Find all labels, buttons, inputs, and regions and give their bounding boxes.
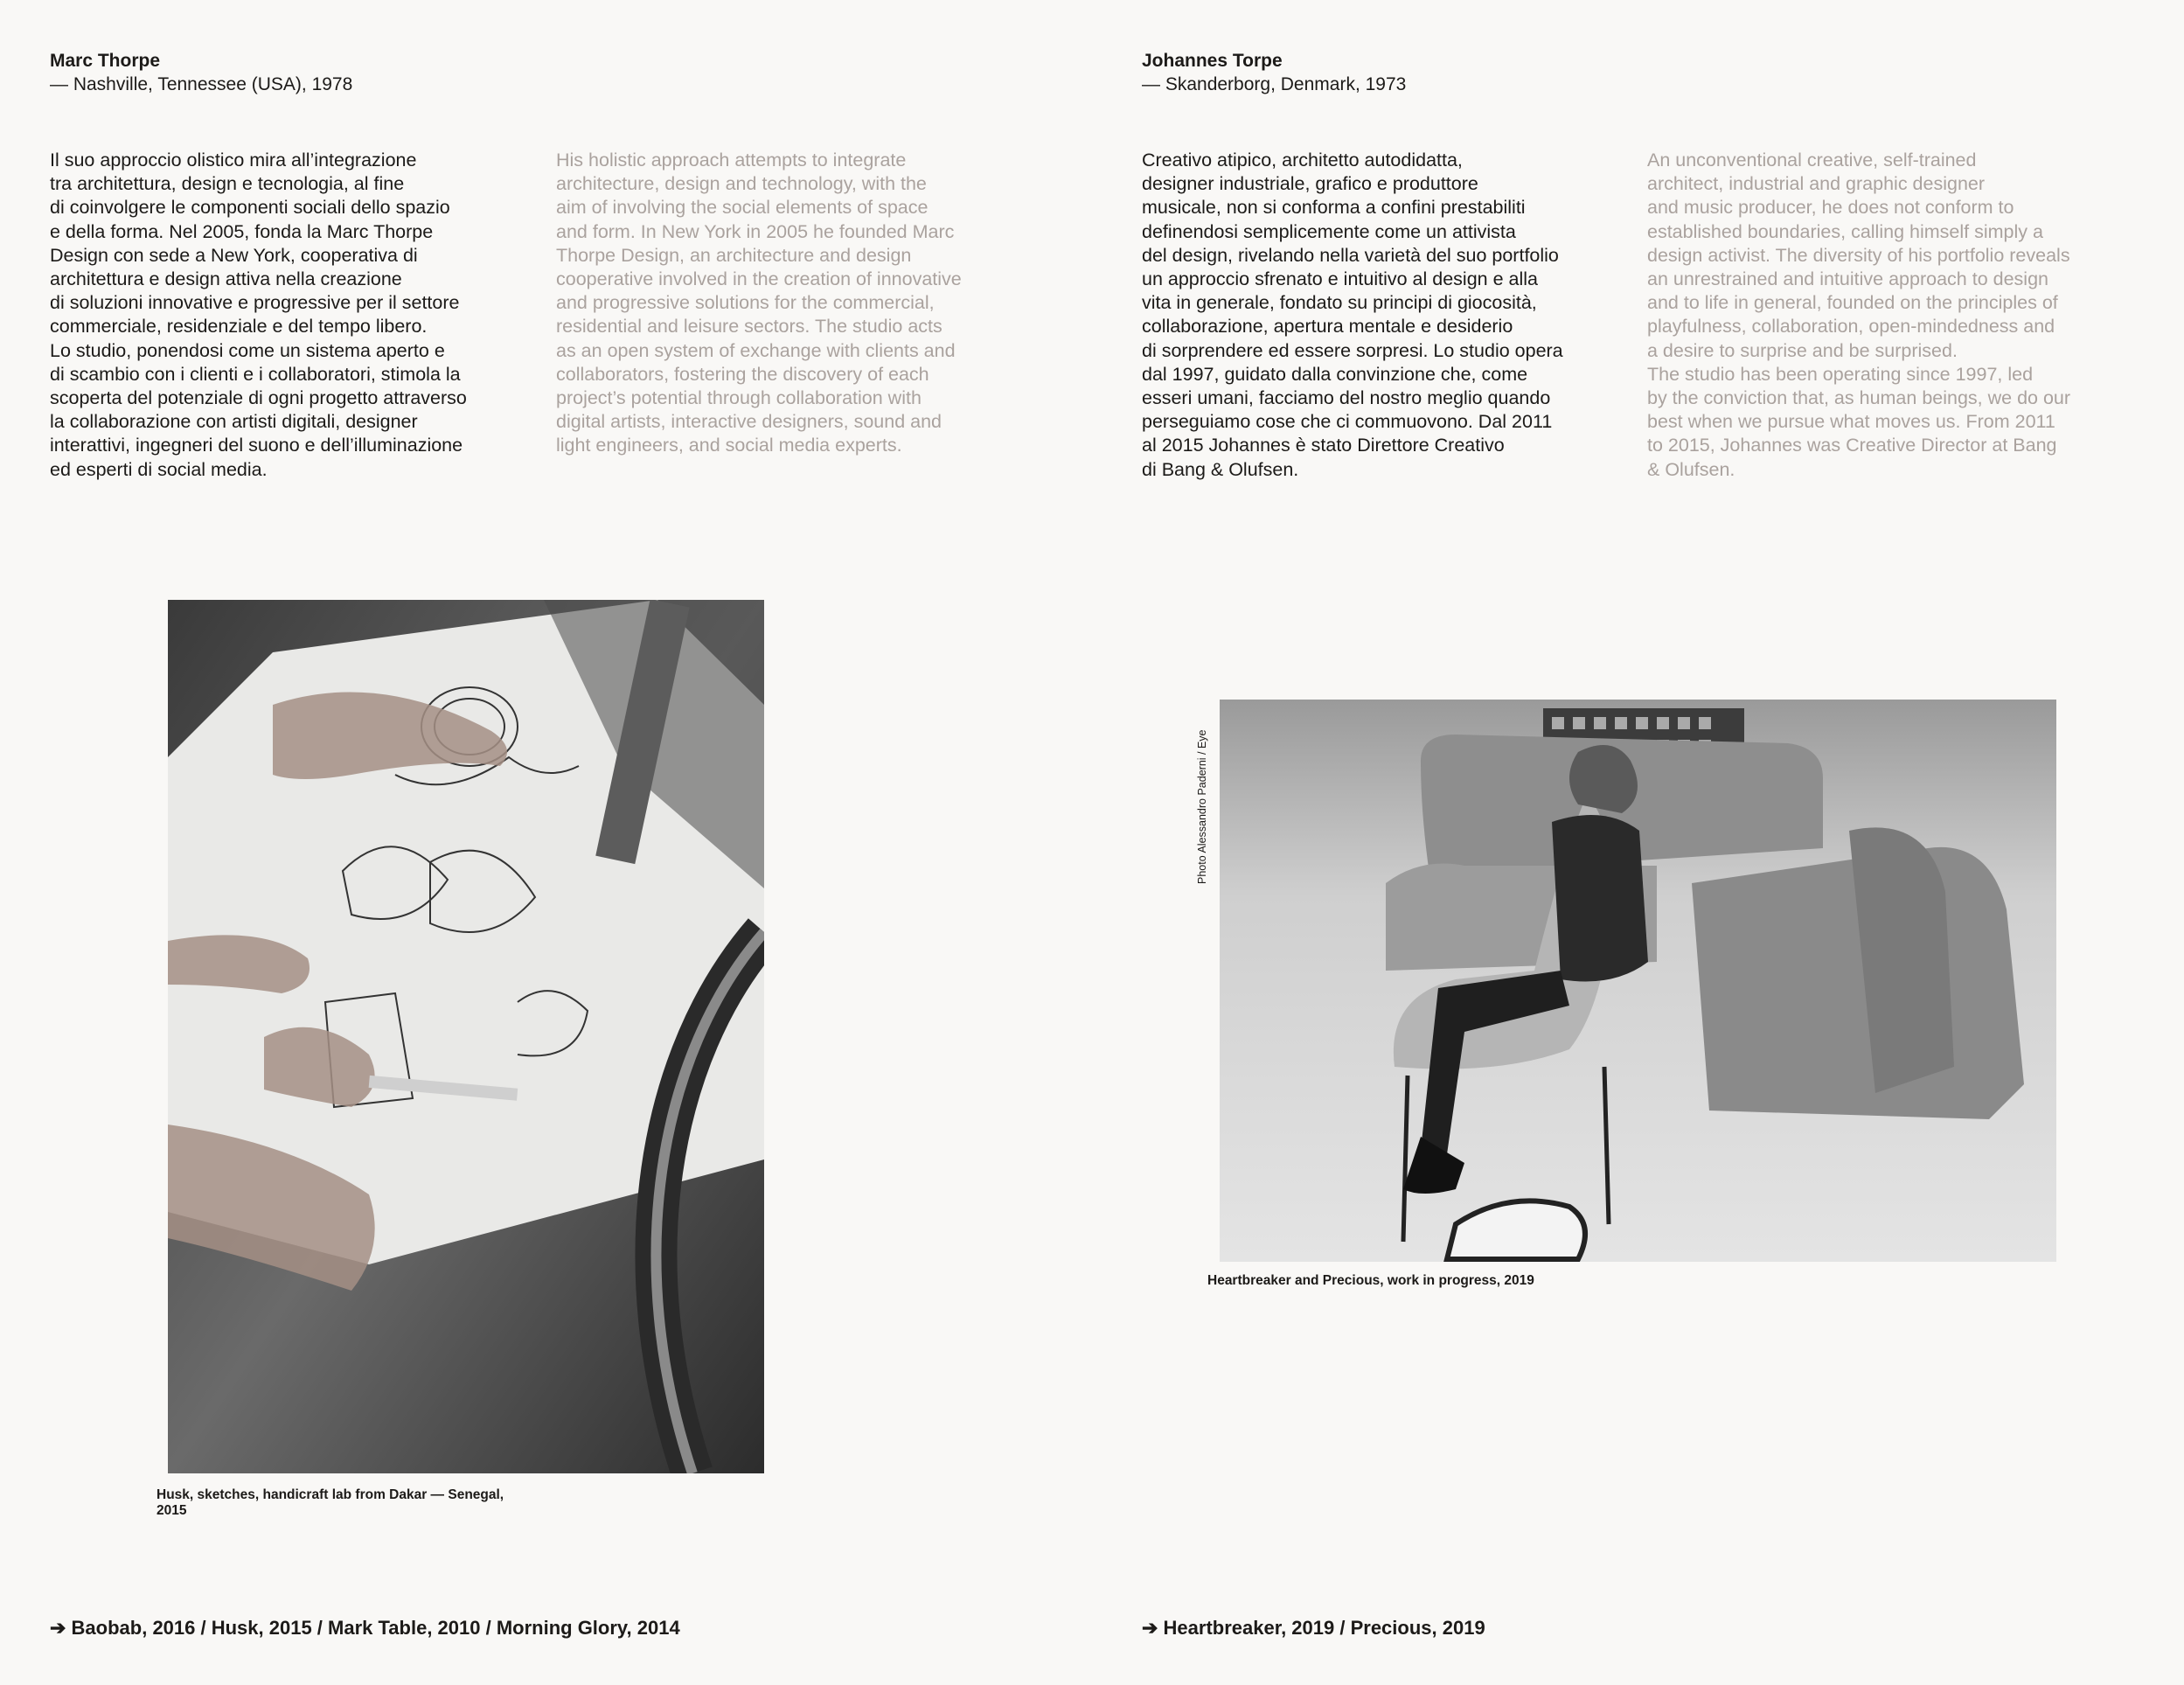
sketches-photo xyxy=(168,600,764,1473)
photo-caption-left: Husk, sketches, handicraft lab from Dakar — Senegal, 2015 xyxy=(156,1487,504,1518)
designer-name-right: Johannes Torpe xyxy=(1142,51,1283,71)
designer-origin-right: — Skanderborg, Denmark, 1973 xyxy=(1142,74,1407,94)
bio-english-left: His holistic approach attempts to integrate architecture, design and technology, with the aim of involving the social elements of space and form. In New York in 2005 he founded Marc Thorpe Design, an architecture and design cooperative involved in the creation of innovative and progressive solutions for the commercial, residential and leisure sectors. The studio acts as an open system of exchange with clients and collaborators, fostering the discovery of each project’s potential through collaboration with digital artists, interactive designers, sound and light engineers, and social media experts. xyxy=(556,150,962,456)
works-list-right: ➔ Heartbreaker, 2019 / Precious, 2019 xyxy=(1142,1617,1485,1639)
designer-name-left: Marc Thorpe xyxy=(50,51,161,71)
sketches-illustration xyxy=(168,600,764,1473)
designer-origin-left: — Nashville, Tennessee (USA), 1978 xyxy=(50,74,353,94)
photo-caption-right: Heartbreaker and Precious, work in progress, 2019 xyxy=(1207,1273,1534,1288)
bio-italian-right: Creativo atipico, architetto autodidatta, designer industriale, grafico e produttore musicale, non si conforma a confini prestabiliti definendosi semplicemente come un attivista del design, rivelando nella varietà del suo portfolio un approccio sfrenato e intuitivo al design e alla vita in generale, fondato su principi di giocosità, collaborazione, apertura mentale e desiderio di sorprendere ed essere sorpresi. Lo studio opera dal 1997, guidato dalla convinzione che, come esseri umani, facciamo del nostro meglio quando perseguiamo cose che ci commuovono. Dal 2011 al 2015 Johannes è stato Direttore Creativo di Bang & Olufsen. xyxy=(1142,150,1563,480)
studio-photo xyxy=(1220,700,2056,1262)
photo-credit: Photo Alessandro Paderni / Eye xyxy=(1196,729,1208,884)
bio-english-right: An unconventional creative, self-trained architect, industrial and graphic designer and music producer, he does not conform to established boundaries, calling himself simply a design activist. The diversity of his portfolio reveals an unrestrained and intuitive approach to design and to life in general, founded on the principles of playfulness, collaboration, open-mindedness and a desire to surprise and be surprised. The studio has been operating since 1997, led by the conviction that, as human beings, we do our best when we pursue what moves us. From 2011 to 2015, Johannes was Creative Director at Bang & Olufsen. xyxy=(1647,150,2071,480)
bio-italian-left: Il suo approccio olistico mira all’integrazione tra architettura, design e tecnologia, al fine di coinvolgere le componenti sociali dello spazio e della forma. Nel 2005, fonda la Marc Thorpe Design con sede a New York, cooperativa di architettura e design attiva nella creazione di soluzioni innovative e progressive per il settore commerciale, residenziale e del tempo libero. Lo studio, ponendosi come un sistema aperto e di scambio con i clienti e i collaboratori, stimola la scoperta del potenziale di ogni progetto attraverso la collaborazione con artisti digitali, designer interattivi, ingegneri del suono e dell’illuminazione ed esperti di social media. xyxy=(50,150,467,480)
works-list-left: ➔ Baobab, 2016 / Husk, 2015 / Mark Table, 2010 / Morning Glory, 2014 xyxy=(50,1617,680,1639)
studio-illustration xyxy=(1220,700,2056,1262)
